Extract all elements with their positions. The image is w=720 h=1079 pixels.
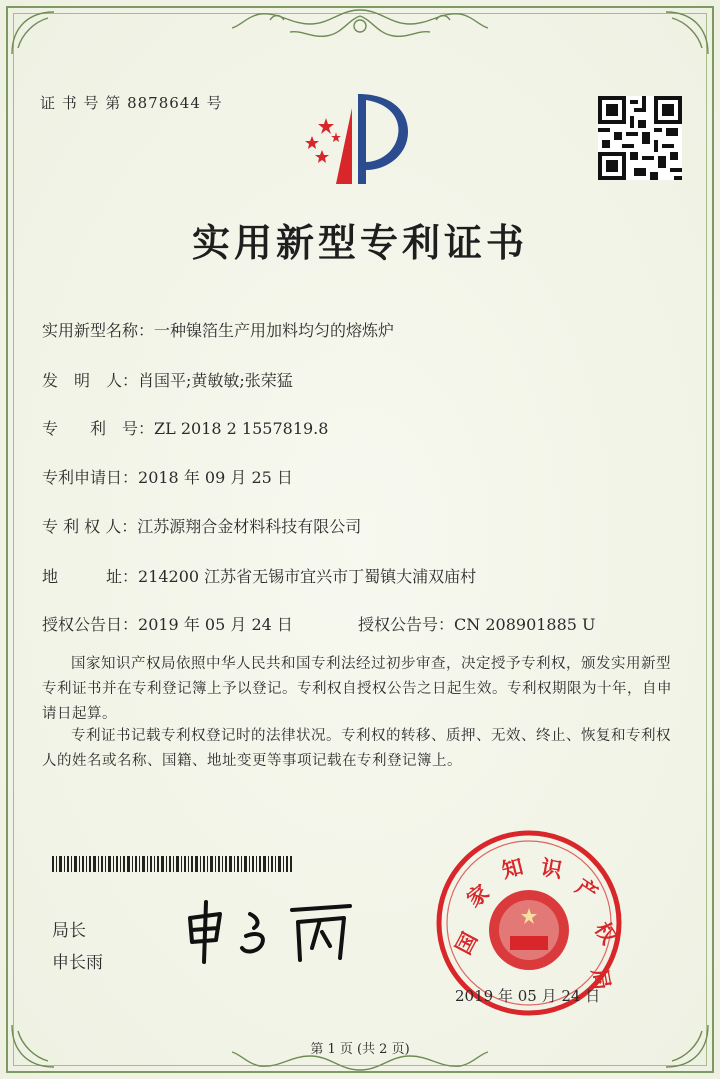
corner-ornament-top-left — [8, 8, 58, 58]
field-label: 发 明 人： — [42, 371, 139, 390]
field-grant-date — [42, 612, 293, 635]
corner-ornament-top-right — [662, 8, 712, 58]
svg-text:局: 局 — [587, 966, 615, 992]
certificate-title: 实用新型专利证书 — [191, 220, 528, 265]
field-label: 专 利 权 人： — [42, 517, 138, 536]
field-label: 授权公告日： — [42, 615, 139, 634]
page-footer: 第 1 页 (共 2 页) — [310, 1042, 410, 1057]
svg-text:权: 权 — [589, 917, 622, 949]
field-value: 江苏源翔合金材料科技有限公司 — [137, 517, 362, 536]
field-value: 2018 年 09 月 25 日 — [138, 468, 293, 487]
issue-date: 2019 年 05 月 24 日 — [455, 987, 601, 1005]
paragraph-legal-status: 专利证书记载专利权登记时的法律状况。专利权的转移、质押、无效、终止、恢复和专利权人的姓名或名称、国籍、地址变更等事项记载在专利登记簿上。 — [42, 728, 671, 769]
field-value: 一种镍箔生产用加料均匀的熔炼炉 — [154, 321, 395, 340]
field-patent-number — [42, 416, 328, 439]
field-patentee — [42, 514, 361, 537]
svg-text:国: 国 — [451, 928, 483, 959]
barcode — [52, 856, 292, 872]
top-ornament — [230, 6, 490, 50]
field-label: 实用新型名称： — [42, 321, 155, 340]
field-label: 专 利 号： — [42, 419, 155, 438]
director-signature — [180, 896, 370, 968]
field-utility-model-name — [42, 318, 394, 341]
paragraph-decision: 国家知识产权局依照中华人民共和国专利法经过初步审查，决定授予专利权，颁发实用新型专利证书并在专利登记簿上予以登记。专利权自授权公告之日起生效。专利权期限为十年，自申请日起算。 — [42, 656, 672, 722]
certificate-number: 证 书 号 第 8878644 号 — [40, 94, 223, 112]
field-label: 地 址： — [42, 567, 139, 586]
svg-text:家: 家 — [462, 880, 494, 912]
field-grant-number — [358, 612, 596, 635]
field-value: 肖国平;黄敏敏;张荣猛 — [138, 371, 293, 390]
field-inventor — [42, 368, 293, 391]
patent-office-logo — [296, 88, 416, 190]
field-label: 专利申请日： — [42, 468, 139, 487]
field-value: 214200 江苏省无锡市宜兴市丁蜀镇大浦双庙村 — [138, 567, 477, 586]
qr-code — [598, 96, 682, 180]
field-value: ZL 2018 2 1557819.8 — [154, 419, 329, 438]
svg-text:产: 产 — [571, 874, 603, 906]
field-value: CN 208901885 U — [454, 615, 596, 634]
svg-text:识: 识 — [539, 855, 564, 883]
field-filing-date — [42, 465, 293, 488]
field-label: 授权公告号： — [358, 615, 455, 634]
director-title: 局长 — [52, 921, 86, 941]
field-value: 2019 年 05 月 24 日 — [138, 615, 293, 634]
svg-text:知: 知 — [499, 854, 526, 883]
field-address — [42, 564, 476, 587]
director-name: 申长雨 — [52, 953, 103, 973]
